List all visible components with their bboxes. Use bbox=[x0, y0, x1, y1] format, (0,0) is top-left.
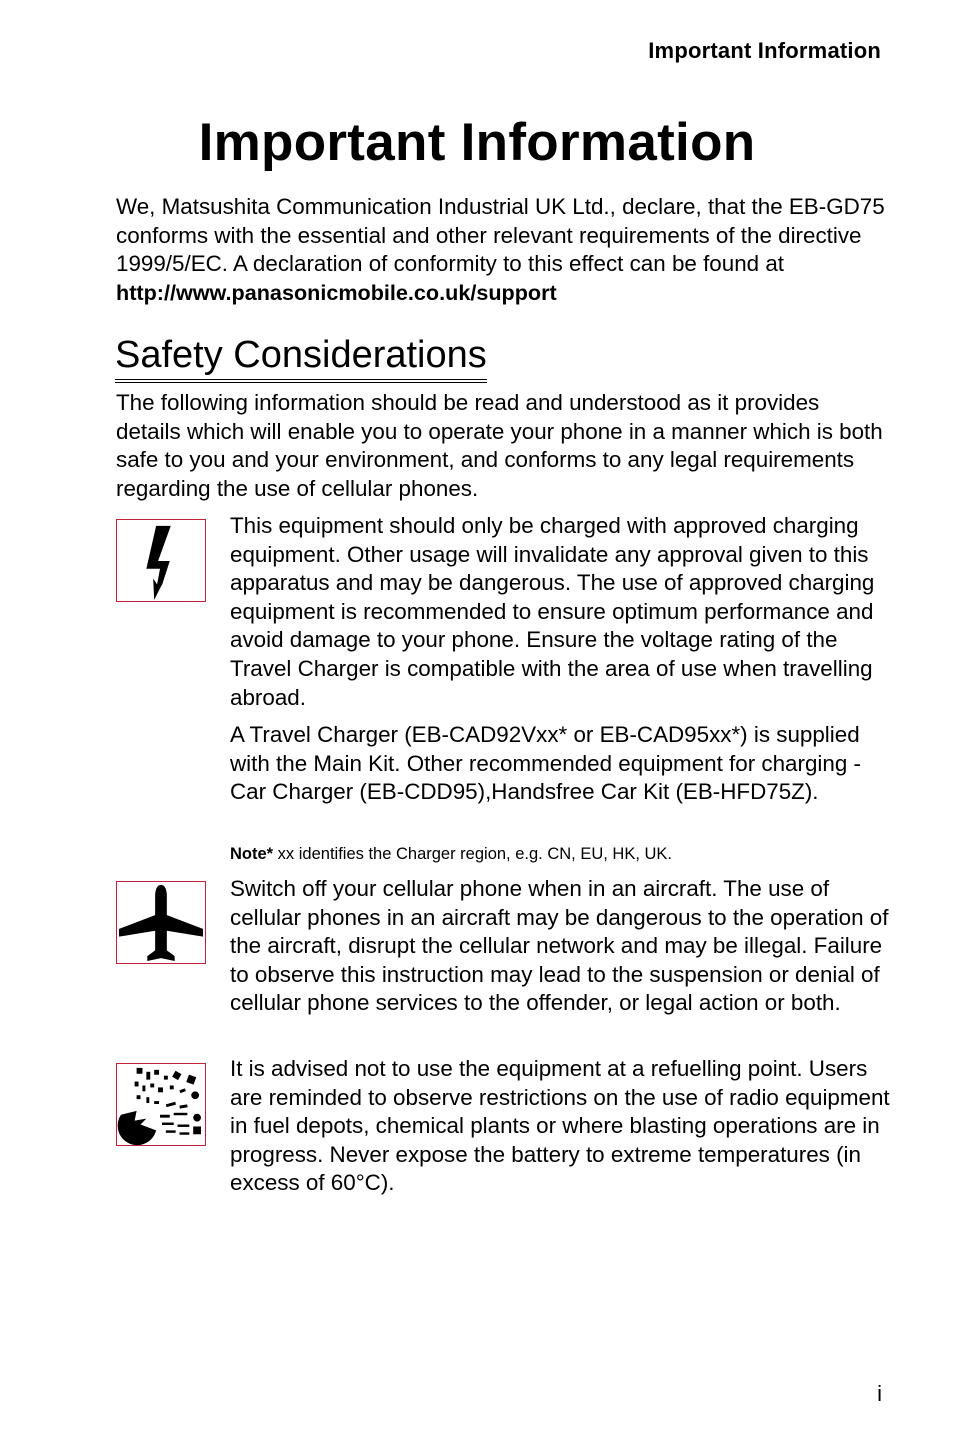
explosion-icon bbox=[116, 1063, 206, 1146]
note-text: xx identifies the Charger region, e.g. CN, EU, HK, UK. bbox=[273, 845, 673, 863]
note-label: Note* bbox=[230, 845, 274, 863]
charger-note bbox=[230, 843, 672, 865]
travel-charger-paragraph: A Travel Charger (EB-CAD92Vxx* or EB-CAD95xx*) is supplied with the Main Kit. Other recommended equipment for charging -Car Charger (EB-CDD95),Handsfree Car Kit (EB-HFD75Z). bbox=[230, 722, 861, 805]
refuelling-paragraph: It is advised not to use the equipment at a refuelling point. Users are reminded to observe restrictions on the use of radio equipment in fuel depots, chemical plants or where blasting operations are in progress. Never expose the battery to extreme temperatures (in excess of 60°C). bbox=[230, 1056, 890, 1196]
airplane-icon bbox=[116, 881, 206, 964]
page-number: i bbox=[877, 1381, 882, 1406]
declaration-text: We, Matsushita Communication Industrial UK Ltd., declare, that the EB-GD75 conforms with the essential and other relevant requirements of the directive 1999/5/EC. A declaration of conformity to this effect can be found at bbox=[116, 194, 885, 277]
support-url-link[interactable]: http://www.panasonicmobile.co.uk/support bbox=[116, 279, 557, 305]
page-title: Important Information bbox=[198, 113, 756, 172]
lightning-bolt-icon bbox=[116, 519, 206, 602]
declaration-paragraph bbox=[116, 193, 886, 307]
running-header: Important Information bbox=[648, 38, 881, 63]
safety-intro-paragraph: The following information should be read and understood as it provides details which will enable you to operate your phone in a manner which is both safe to you and your environment, and conforms to any legal requirements regarding the use of cellular phones. bbox=[116, 390, 883, 501]
section-heading: Safety Considerations bbox=[115, 332, 487, 383]
aircraft-paragraph: Switch off your cellular phone when in an aircraft. The use of cellular phones in an aircraft may be dangerous to the operation of the aircraft, disrupt the cellular network and may be illegal. Failure to observe this instruction may lead to the suspension or denial of cellular phone services to the offender, or legal action or both. bbox=[230, 876, 889, 1016]
charging-paragraph: This equipment should only be charged with approved charging equipment. Other usage will invalidate any approval given to this apparatus and may be dangerous. The use of approved charging equipment is recommended to ensure optimum performance and avoid damage to your phone. Ensure the voltage rating of the Travel Charger is compatible with the area of use when travelling abroad. bbox=[230, 513, 875, 710]
